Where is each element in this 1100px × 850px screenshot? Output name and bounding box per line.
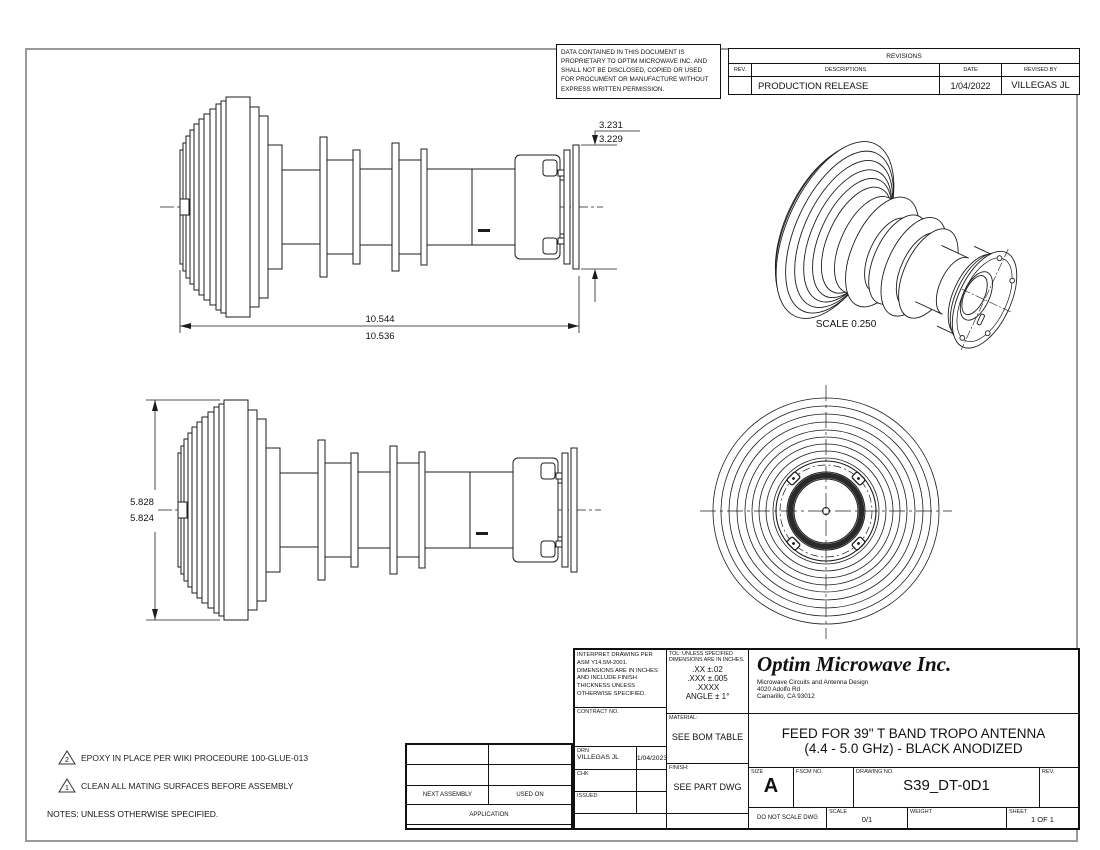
revision-description: PRODUCTION RELEASE [751, 77, 939, 94]
revision-rev-value [729, 77, 751, 94]
next-assembly-label: NEXT ASSEMBLY [407, 786, 489, 805]
drn-row [575, 747, 667, 770]
drawing-title [749, 714, 1078, 768]
do-not-scale-label: DO NOT SCALE DWG [749, 808, 827, 828]
application-label: APPLICATION [407, 805, 571, 825]
company-tagline: Microwave Circuits and Antenna Design [757, 679, 869, 686]
bottom-row [749, 808, 1078, 828]
iso-scale-label: SCALE 0.250 [815, 319, 877, 330]
company-block [749, 650, 1078, 714]
drawing-no-value: S39_DT-0D1 [903, 777, 990, 795]
revisions-col-rev: REV. [729, 64, 751, 77]
note-1 [58, 778, 293, 793]
drn-name: VILLEGAS JL [577, 754, 619, 762]
dim-dia-upper: 5.828 [130, 497, 154, 508]
drawing-no-label: DRAWING NO. [856, 769, 894, 775]
svg-text:2: 2 [65, 757, 69, 764]
drn-label: DRN [577, 748, 589, 754]
note-2-text: EPOXY IN PLACE PER WIKI PROCEDURE 100-GLUE-013 [81, 752, 309, 763]
dim-plate-lower: 3.229 [599, 134, 623, 145]
dim-plate-upper: 3.231 [599, 120, 623, 131]
issued-label: ISSUED [577, 793, 598, 799]
size-row [749, 768, 1078, 808]
dim-dia-lower: 5.824 [130, 513, 154, 524]
proprietary-note-box: DATA CONTAINED IN THIS DOCUMENT IS PROPRIETARY TO OPTIM MICROWAVE INC. AND SHALL NOT BE DISCLOSED, COPIED OR USED FOR PROCUMENT OR MANUFACTURE WITHOUT EXPRESS WRITTEN PERMISSION. [556, 44, 721, 99]
tol-xx: .XX ±.02 [692, 665, 723, 674]
tolerance-block [667, 650, 749, 714]
size-value: A [763, 775, 779, 798]
material-value: SEE BOM TABLE [671, 732, 744, 743]
feed-side-profile [160, 97, 603, 317]
fscm-label: FSCM NO. [796, 769, 823, 775]
rev-label: REV. [1042, 769, 1055, 775]
flag-triangle-icon [58, 778, 76, 793]
front-view [698, 381, 958, 649]
application-block [405, 743, 573, 830]
isometric-view [728, 105, 1073, 350]
note-2 [58, 750, 308, 765]
contract-box [575, 708, 667, 747]
flag-triangle-icon [58, 750, 76, 765]
material-box [667, 714, 749, 764]
feed-side-profile [158, 400, 601, 620]
title-line1: FEED FOR 39" T BAND TROPO ANTENNA [781, 725, 1046, 741]
dim-length-upper: 10.544 [365, 314, 395, 325]
chk-label: CHK [577, 771, 589, 777]
material-label: MATERIAL: [669, 715, 698, 721]
title-block [573, 648, 1080, 830]
used-on-label: USED ON [489, 786, 571, 805]
tol-line1: TOL: UNLESS SPECIFIED [669, 651, 733, 657]
sheet-value: 1 OF 1 [1031, 815, 1054, 825]
company-addr2: Camarillo, CA 93012 [757, 693, 815, 700]
tol-angle: ANGLE ± 1° [685, 692, 730, 701]
revisions-table [728, 48, 1080, 95]
revisions-col-desc: DESCRIPTIONS [751, 64, 939, 77]
drn-date: 1/04/2023 [636, 755, 668, 762]
company-name: Optim Microwave Inc. [757, 652, 952, 676]
side-view-bottom [100, 383, 660, 658]
title-line2: (4.4 - 5.0 GHz) - BLACK ANODIZED [804, 740, 1023, 756]
finish-box [667, 764, 749, 814]
tol-xxxx: .XXXX [695, 683, 720, 692]
revisions-title: REVISIONS [729, 49, 1079, 64]
finish-value: SEE PART DWG [673, 782, 742, 793]
dimension-plate-height [581, 131, 640, 302]
revision-date: 1/04/2022 [939, 77, 1001, 94]
sheet-label: SHEET [1009, 809, 1028, 815]
weight-label: WEIGHT [910, 809, 932, 815]
revisions-col-date: DATE [939, 64, 1001, 77]
scale-value: 0/1 [861, 815, 873, 825]
revision-by: VILLEGAS JL [1001, 77, 1079, 94]
company-addr1: 4020 Adolfo Rd [757, 686, 801, 693]
notes-heading: NOTES: UNLESS OTHERWISE SPECIFIED. [47, 809, 219, 819]
scale-label: SCALE [829, 809, 848, 815]
interpret-note: INTERPRET DRAWING PER ASM Y14.5M-2001. DIMENSIONS ARE IN INCHES AND INCLUDE FINISH THICKNESS UNLESS OTHERWISE SPECIFIED. [575, 650, 667, 708]
svg-text:1: 1 [65, 785, 69, 792]
horn-corrugation-rings [713, 398, 939, 624]
contract-label: CONTRACT NO. [577, 709, 619, 715]
size-label: SIZE [751, 769, 764, 775]
chk-row [575, 770, 667, 792]
side-view-top [135, 80, 655, 355]
tol-line2: DIMENSIONS ARE IN INCHES. [669, 657, 745, 663]
dim-length-lower: 10.536 [365, 331, 395, 342]
issued-row [575, 792, 667, 814]
revisions-col-by: REVISED BY [1001, 64, 1079, 77]
tol-xxx: .XXX ±.005 [687, 674, 728, 683]
finish-label: FINISH: [669, 765, 689, 771]
note-1-text: CLEAN ALL MATING SURFACES BEFORE ASSEMBLY [81, 780, 294, 791]
